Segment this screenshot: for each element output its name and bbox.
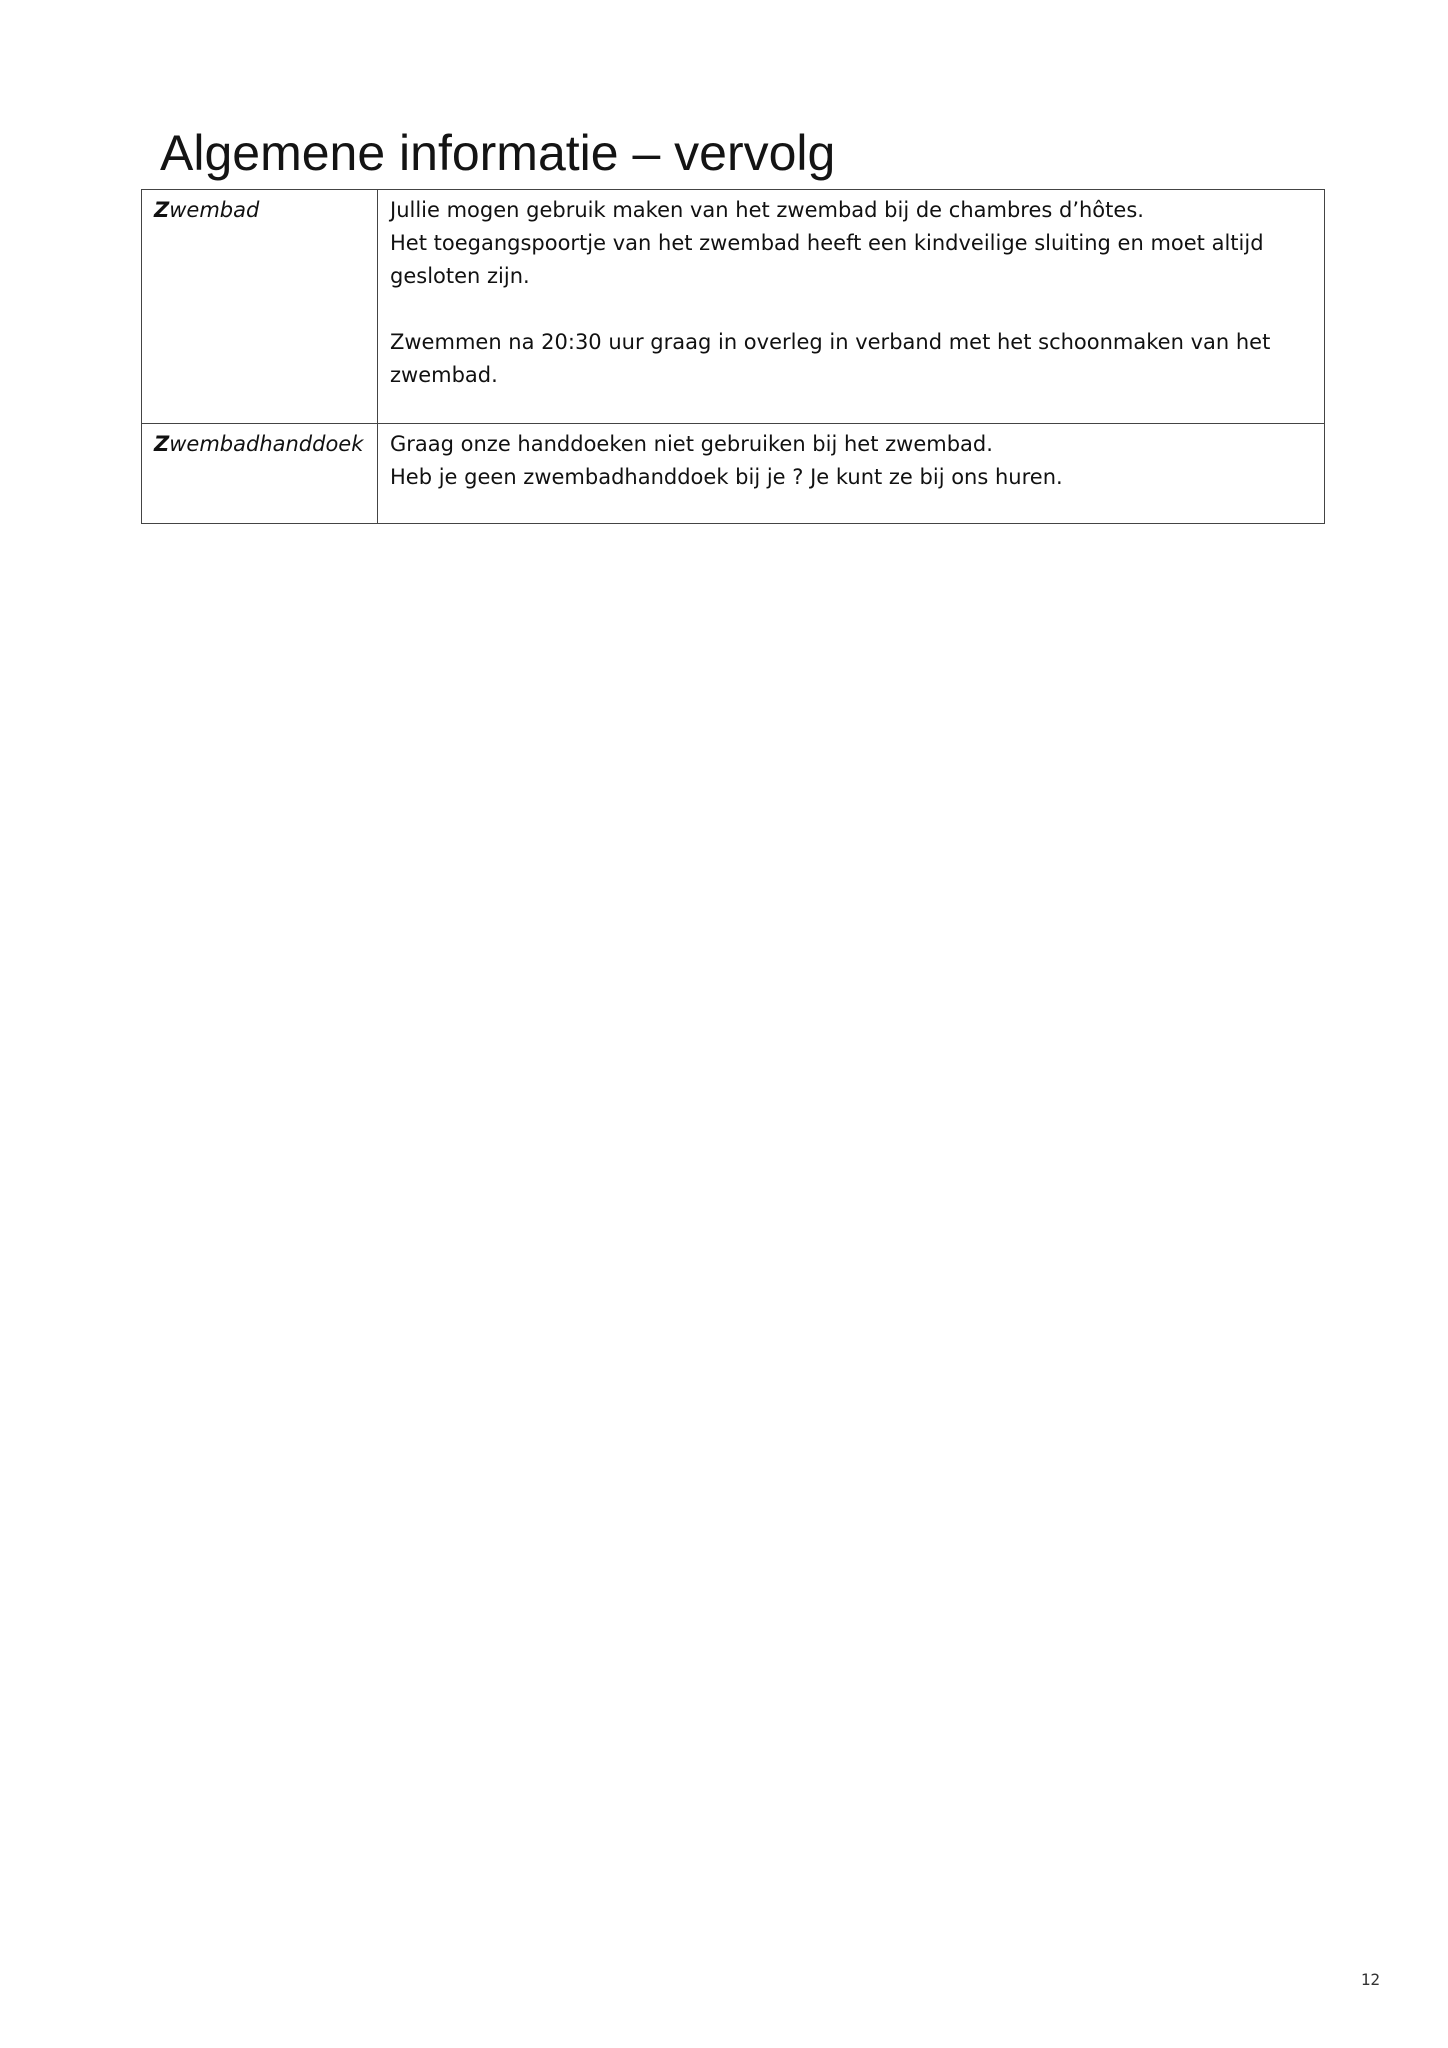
row-description [378,190,1325,424]
table-row-zwembad [142,190,1325,424]
row-label [142,424,378,524]
description-line: Graag onze handdoeken niet gebruiken bij het zwembad. [390,432,993,456]
description-line: Heb je geen zwembadhanddoek bij je ? Je kunt ze bij ons huren. [390,465,1063,489]
page-title: Algemene informatie – vervolg [160,125,836,181]
info-table [141,189,1325,524]
description-line: Het toegangspoortje van het zwembad heeft een kindveilige sluiting en moet altijd gesloten zijn. [390,231,1264,288]
description-line: Zwemmen na 20:30 uur graag in overleg in verband met het schoonmaken van het zwembad. [390,330,1271,387]
row-label [142,190,378,424]
row-label-rest: wembadhanddoek [169,432,364,456]
description-line: Jullie mogen gebruik maken van het zwembad bij de chambres d’hôtes. [390,198,1144,222]
row-label-initial: Z [154,198,170,222]
table-row-zwembadhanddoek [142,424,1325,524]
row-label-rest: wembad [169,198,260,222]
row-description [378,424,1325,524]
page-number: 12 [1360,1970,1380,1989]
row-label-initial: Z [154,432,170,456]
